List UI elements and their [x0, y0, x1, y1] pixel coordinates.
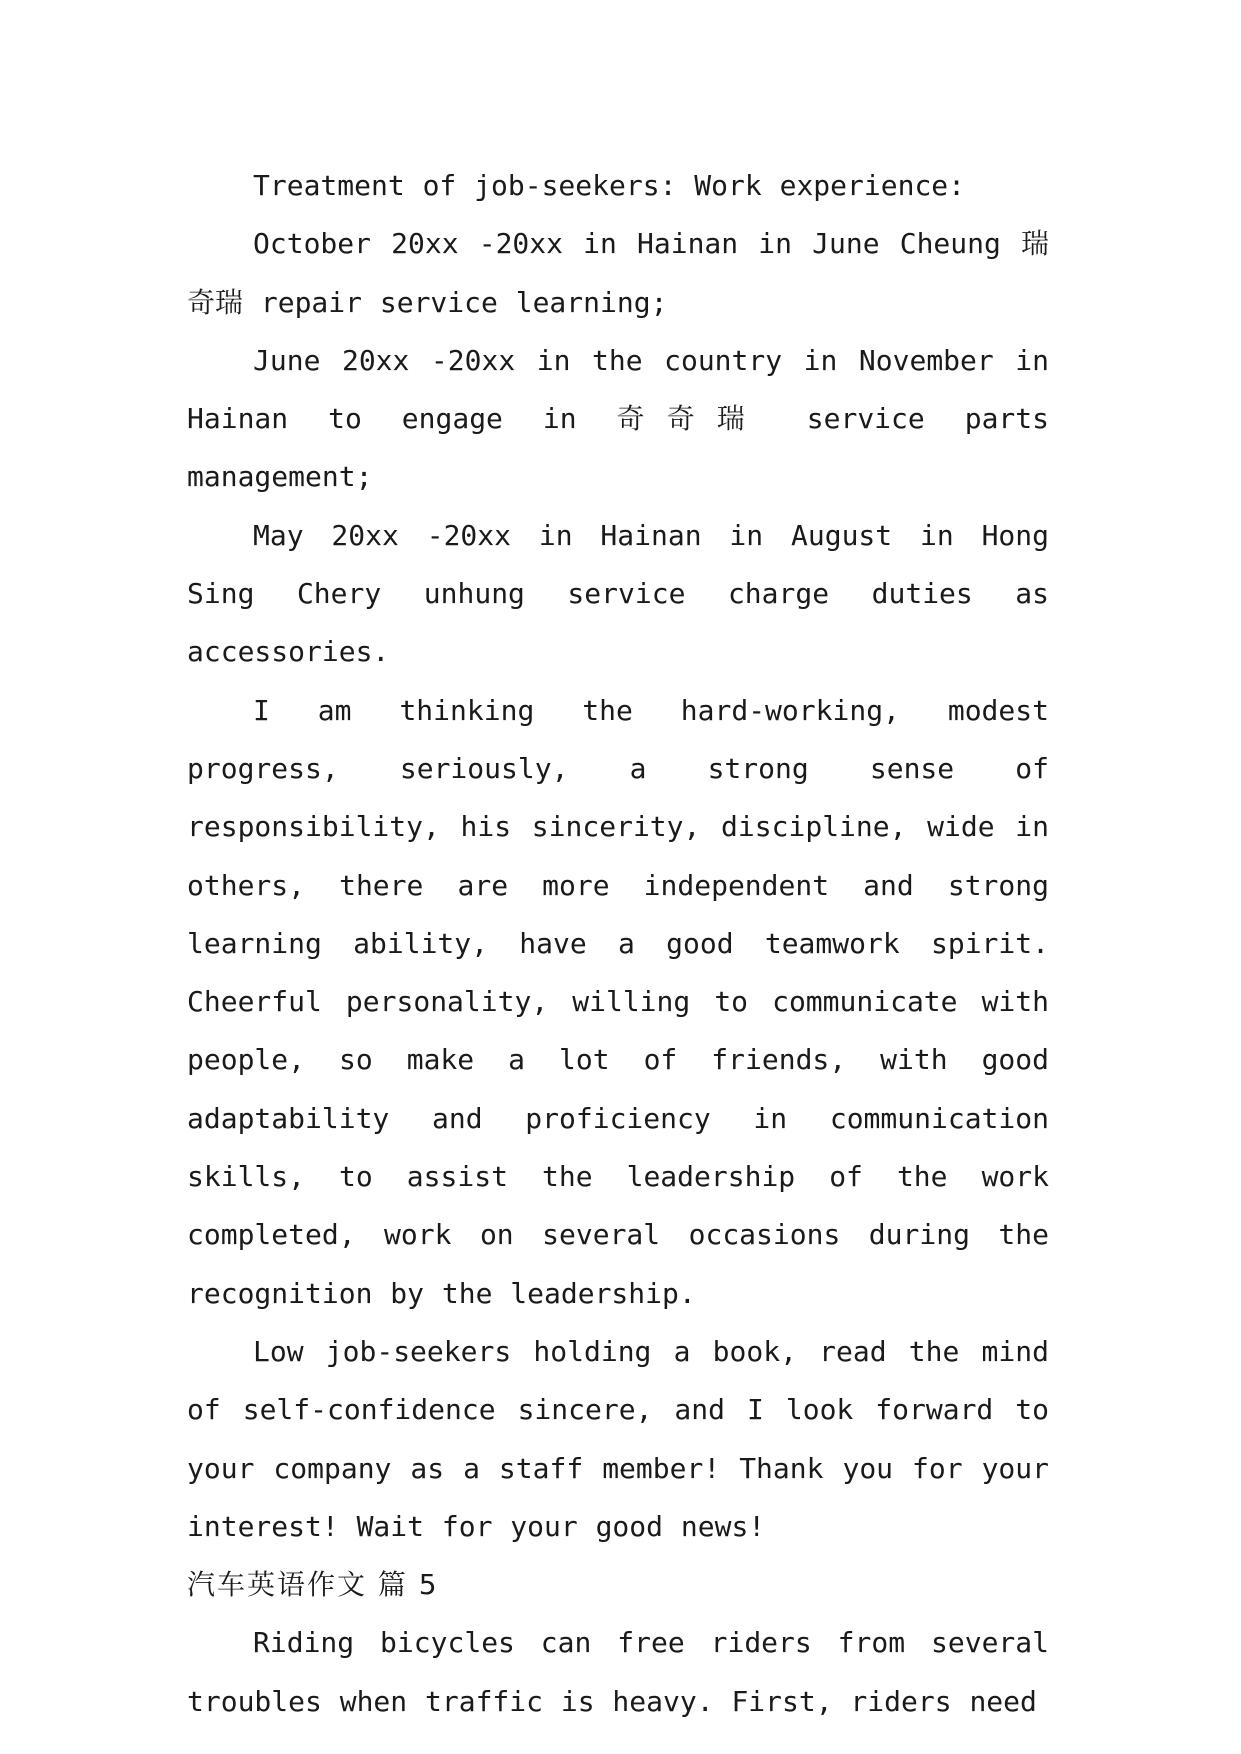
document-body — [187, 157, 1049, 1731]
section-heading: 汽车英语作文 篇 5 — [187, 1568, 439, 1602]
paragraph-work-experience-intro: Treatment of job-seekers: Work experience: — [253, 169, 966, 202]
paragraph-experience-1: October 20xx -20xx in Hainan in June Cheung 瑞奇瑞 repair service learning; — [187, 227, 1049, 319]
paragraph-experience-3: May 20xx -20xx in Hainan in August in Hong Sing Chery unhung service charge duties as accessories. — [187, 518, 1049, 669]
paragraph-self-evaluation: I am thinking the hard-working, modest progress, seriously, a strong sense of responsibility, his sincerity, discipline, wide in others, there are more independent and strong learning ability, have a good teamwork spirit. Cheerful personality, willing to communicate with people, so make a lot of friends, with good adaptability and proficiency in communication skills, to assist the leadership of the work completed, work on several occasions during the recognition by the leadership. — [187, 693, 1049, 1310]
paragraph-experience-2: June 20xx -20xx in the country in November in Hainan to engage in 奇奇瑞 service parts management; — [187, 343, 1049, 494]
paragraph-bicycles: Riding bicycles can free riders from several troubles when traffic is heavy. First, riders need — [187, 1626, 1049, 1718]
paragraph-closing: Low job-seekers holding a book, read the mind of self-confidence sincere, and I look forward to your company as a staff member! Thank you for your interest! Wait for your good news! — [187, 1334, 1049, 1543]
